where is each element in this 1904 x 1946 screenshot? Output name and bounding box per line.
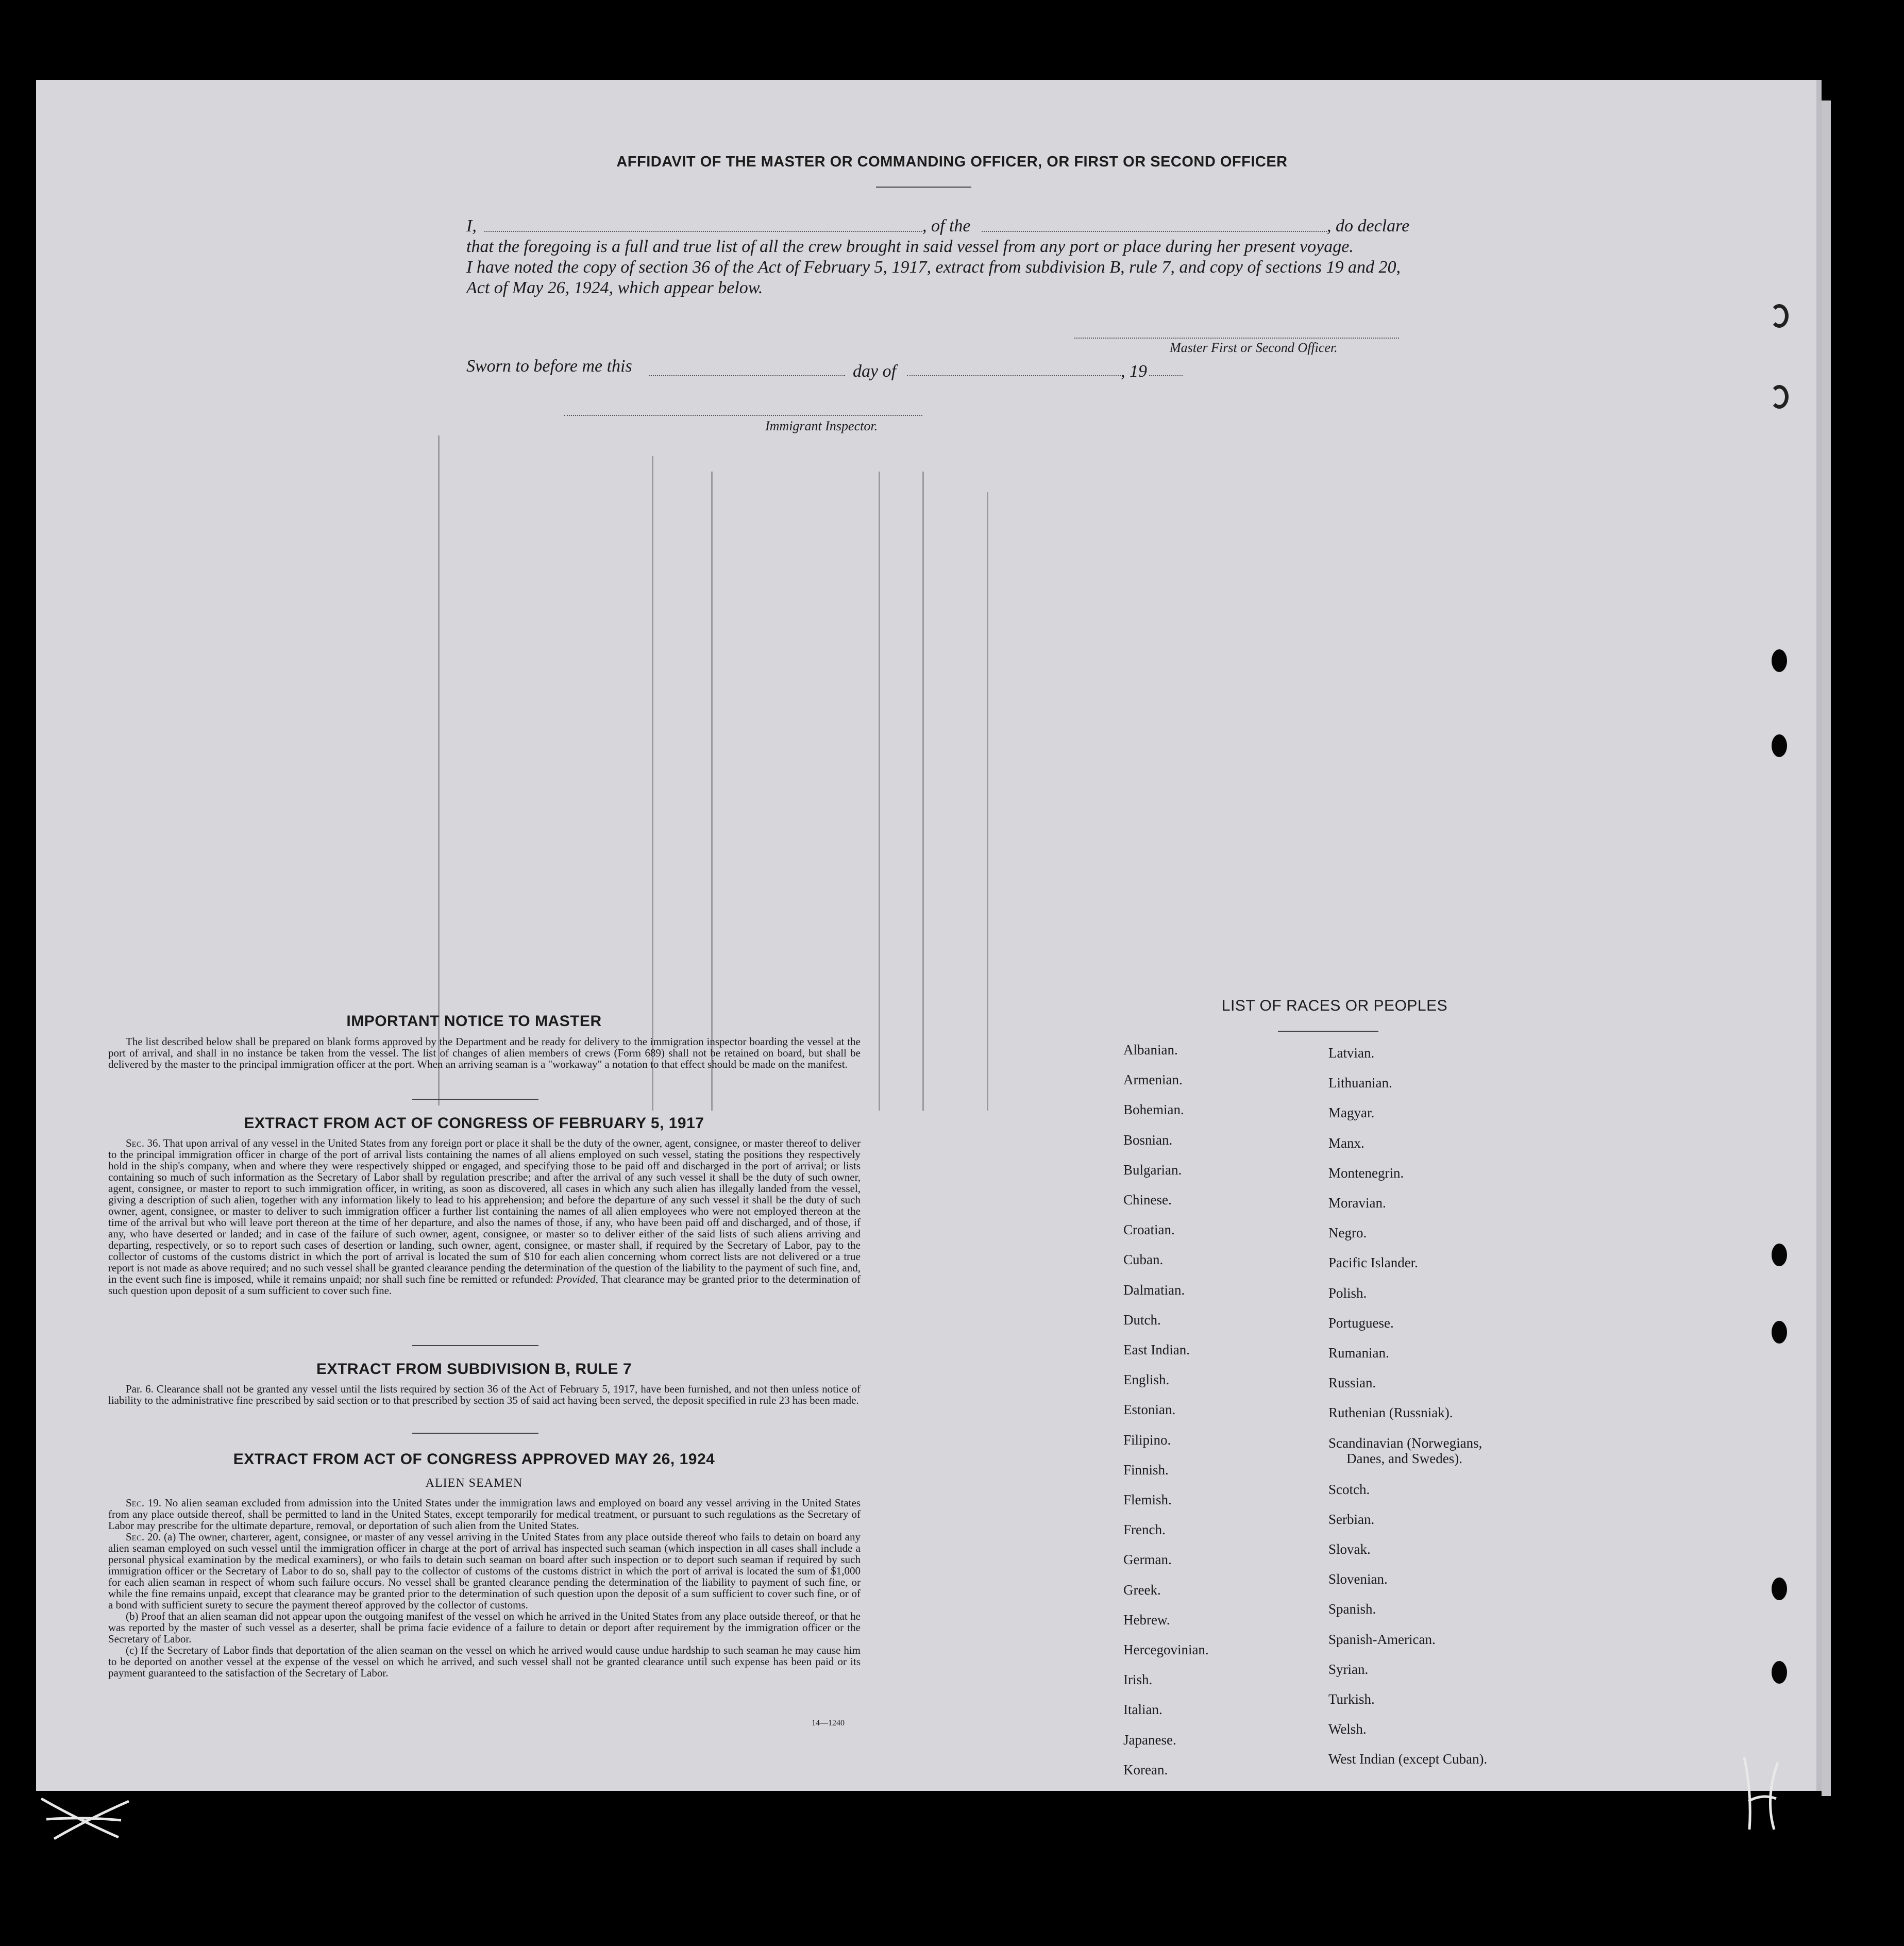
race-entry: Spanish. (1328, 1601, 1376, 1617)
race-entry: Portuguese. (1328, 1315, 1394, 1331)
race-entry: Slovak. (1328, 1541, 1371, 1557)
affidavit-line-3: I have noted the copy of section 36 of the Act of February 5, 1917, extract from subdivision B, rule 7, and copy of sections 19 and 20, (466, 258, 1401, 277)
race-entry: Turkish. (1328, 1691, 1375, 1707)
race-entry: Greek. (1123, 1582, 1161, 1598)
race-entry: Russian. (1328, 1375, 1376, 1391)
binder-hole (1772, 1244, 1787, 1266)
notice-body (108, 1036, 861, 1070)
pencil-x-mark (31, 1788, 134, 1845)
binder-hole (1772, 1578, 1787, 1600)
race-entry: Negro. (1328, 1225, 1367, 1241)
vessel-field-line[interactable] (982, 231, 1327, 232)
race-entry: Dutch. (1123, 1312, 1161, 1328)
affidavit-i: I, (466, 216, 477, 236)
sworn-month-line[interactable] (907, 375, 1121, 376)
race-entry: Finnish. (1123, 1462, 1169, 1478)
race-entry: Croatian. (1123, 1222, 1175, 1238)
race-entry: Estonian. (1123, 1402, 1176, 1418)
race-entry: Danes, and Swedes). (1346, 1450, 1462, 1466)
race-entry: French. (1123, 1522, 1166, 1538)
sec-36-text: That upon arrival of any vessel in the United States from any foreign port or place it shall be the duty of the owner, agent, consignee, or master thereof to deliver to the principal immigration officer in charge of the port of arrival lists containing the names of all aliens employed on such vessel, stating the positions they respectively hold in the ship's company, when and where they were respectively shipped or engaged, and specifying those to be paid off and discharged in the port of arrival; or lists containing so much of such information as the Secretary of Labor shall by regulation prescribe; and after the arrival of any such vessel it shall be the duty of such owner, agent, consignee, or master to report to such immigration officer, in writing, as soon as discovered, all cases in which any such alien has illegally landed from the vessel, giving a description of such alien, together with any information likely to lead to his apprehension; and before the departure of any such vessel it shall be the duty of such owner, agent, consignee, or master to deliver to such immigration officer a further list containing the names of all alien employees who were not employed thereon at the time of the arrival but who will leave port thereon at the time of her departure, and also the names of those, if any, who have been paid off and discharged, and of those, if any, who have deserted or landed; and in case of the failure of such owner, agent, consignee, or master so to deliver either of the said lists of such aliens arriving and departing, respectively, or so to report such cases of desertion or landing, such owner, agent, consignee, or master shall, if required by the Secretary of Labor, pay to the collector of customs of the customs district in which the port of arrival is located the sum of $10 for each alien concerning whom correct lists are not delivered or a true report is not made as above required; and no such vessel shall be granted clearance pending the determination of the question of the liability to the payment of such fine, and, in the event such fine is imposed, while it remains unpaid; nor shall such fine be remitted or refunded: (108, 1137, 861, 1285)
affidavit-title: AFFIDAVIT OF THE MASTER OR COMMANDING OFFICER, OR FIRST OR SECOND OFFICER (616, 154, 1288, 170)
bleed-column-line (438, 435, 440, 1105)
binder-hole (1770, 385, 1789, 409)
race-entry: East Indian. (1123, 1342, 1190, 1357)
sec-20-label: Sec. 20. (126, 1531, 161, 1543)
sec-20-b-text: (b) Proof that an alien seaman did not appear upon the outgoing manifest of the vessel on which he arrived in the United States from any place outside thereof, or that he was reported by the master of such vessel as a deserter, shall be prima facie evidence of a failure to detain or deport after requirement by the immigration officer or the Secretary of Labor. (108, 1610, 861, 1645)
race-entry: Korean. (1123, 1762, 1168, 1777)
notice-paragraph: The list described below shall be prepared on blank forms approved by the Department and be ready for delivery to the immigration inspector boarding the vessel at the port of arrival, and shall in no instance be taken from the vessel. The list of changes of alien members of crews (Form 689) shall not be retained on board, but shall be delivered by the master to the principal immigration officer at the port. When an arriving seaman is a "workaway" a notation to that effect should be made on the manifest. (108, 1035, 861, 1070)
sworn-year-line[interactable] (1149, 375, 1183, 376)
race-entry: Flemish. (1123, 1492, 1172, 1507)
race-entry: Magyar. (1328, 1105, 1375, 1121)
extract-1924-body (108, 1497, 861, 1679)
binder-hole (1772, 734, 1787, 757)
races-title: LIST OF RACES OR PEOPLES (1221, 997, 1448, 1014)
race-entry: Irish. (1123, 1672, 1153, 1688)
races-rule (1278, 1031, 1378, 1032)
race-entry: Lithuanian. (1328, 1075, 1392, 1091)
affidavit-declare: , do declare (1327, 216, 1410, 236)
race-entry: Scotch. (1328, 1481, 1370, 1497)
bleed-column-line (987, 492, 988, 1111)
notice-title: IMPORTANT NOTICE TO MASTER (346, 1013, 602, 1030)
bleed-column-line (922, 472, 924, 1111)
race-entry: Serbian. (1328, 1511, 1375, 1527)
sec-19-text: No alien seaman excluded from admission into the United States under the immigration laws and employed on board any vessel arriving in the United States from any place outside thereof, shall be permitted to land in the United States, except temporarily for medical treatment, or pursuant to such regulations as the Secretary of Labor may prescribe for the ultimate departure, removal, or deportation of such alien from the United States. (108, 1497, 861, 1532)
proviso-text: That clearance may be granted prior to the determination of such question upon deposit of a sum sufficient to cover such fine. (108, 1273, 861, 1297)
race-entry: Hebrew. (1123, 1612, 1170, 1628)
bleed-column-line (879, 472, 880, 1111)
sworn-prefix: Sworn to before me this (466, 357, 632, 376)
affidavit-of-the: , of the (922, 216, 971, 236)
affidavit-line-4: Act of May 26, 1924, which appear below. (466, 278, 763, 297)
race-entry: Ruthenian (Russniak). (1328, 1405, 1453, 1421)
alien-seamen-subtitle: ALIEN SEAMEN (425, 1477, 523, 1490)
inspector-signature-label: Immigrant Inspector. (765, 418, 878, 433)
sec-20-c-text: (c) If the Secretary of Labor finds that deportation of the alien seaman on the vessel on which he arrived would cause undue hardship to such seaman he may cause him to be deported on another vessel at the expense of the vessel on which he arrived, and such vessel shall not be granted clearance until such expense has been paid or its payment guaranteed to the satisfaction of the Secretary of Labor. (108, 1644, 861, 1679)
race-entry: Polish. (1328, 1285, 1367, 1301)
subdiv-b-body (108, 1383, 861, 1406)
binder-hole (1772, 1321, 1787, 1344)
race-entry: Italian. (1123, 1702, 1162, 1718)
race-entry: Bosnian. (1123, 1132, 1173, 1148)
race-entry: Latvian. (1328, 1045, 1375, 1061)
race-entry: Rumanian. (1328, 1345, 1389, 1361)
race-entry: Syrian. (1328, 1661, 1369, 1677)
form-number: 14—1240 (812, 1719, 845, 1727)
section-rule (412, 1345, 538, 1346)
race-entry: Cuban. (1123, 1252, 1164, 1268)
affidavit-line-2: that the foregoing is a full and true list of all the crew brought in said vessel from any port or place during her present voyage. (466, 237, 1354, 256)
title-rule (876, 187, 971, 188)
race-entry: Bohemian. (1123, 1102, 1184, 1118)
extract-1924-title: EXTRACT FROM ACT OF CONGRESS APPROVED MAY 26, 1924 (233, 1451, 715, 1468)
par-6-text: Par. 6. Clearance shall not be granted any vessel until the lists required by section 36 of the Act of February 5, 1917, have been furnished, and not then unless notice of liability to the administrative fine prescribed by said section or to that prescribed by section 35 of said act having been served, the deposit specified in rule 23 has been made. (108, 1383, 861, 1406)
inspector-signature-line[interactable] (564, 415, 922, 416)
page-edge (1822, 100, 1831, 1796)
race-entry: Welsh. (1328, 1721, 1367, 1737)
race-entry: Spanish-American. (1328, 1631, 1436, 1647)
race-entry: Slovenian. (1328, 1571, 1388, 1587)
section-rule (412, 1433, 538, 1434)
name-field-line[interactable] (484, 231, 922, 232)
race-entry: Pacific Islander. (1328, 1255, 1418, 1271)
race-entry: German. (1123, 1552, 1172, 1568)
sec-19-label: Sec. 19. (126, 1497, 161, 1509)
race-entry: Filipino. (1123, 1432, 1171, 1448)
race-entry: Dalmatian. (1123, 1282, 1185, 1298)
race-entry: Scandinavian (Norwegians, (1328, 1435, 1482, 1451)
affidavit-line-1 (466, 215, 477, 237)
proviso-label: Provided, (556, 1273, 598, 1285)
pencil-page-number (1734, 1752, 1791, 1835)
race-entry: Bulgarian. (1123, 1162, 1182, 1178)
sec-36-label: Sec. 36. (126, 1137, 161, 1149)
race-entry: Chinese. (1123, 1192, 1172, 1207)
binder-hole (1772, 649, 1787, 672)
sworn-year-label: , 19 (1121, 362, 1147, 381)
race-entry: Moravian. (1328, 1195, 1386, 1211)
race-entry: Hercegovinian. (1123, 1642, 1209, 1657)
sworn-day-label: day of (853, 362, 897, 381)
section-rule (412, 1099, 538, 1100)
extract-1917-title: EXTRACT FROM ACT OF CONGRESS OF FEBRUARY 5, 1917 (244, 1115, 704, 1132)
binder-hole (1770, 304, 1789, 328)
race-entry: Montenegrin. (1328, 1165, 1404, 1181)
race-entry: Manx. (1328, 1135, 1364, 1151)
race-entry: Japanese. (1123, 1732, 1176, 1748)
extract-1917-body (108, 1137, 861, 1296)
binder-hole (1772, 1661, 1787, 1684)
race-entry: English. (1123, 1372, 1170, 1388)
race-entry: Albanian. (1123, 1042, 1178, 1058)
subdiv-b-title: EXTRACT FROM SUBDIVISION B, RULE 7 (316, 1361, 632, 1378)
master-signature-label: Master First or Second Officer. (1170, 340, 1338, 355)
race-entry: West Indian (except Cuban). (1328, 1751, 1488, 1767)
race-entry: Armenian. (1123, 1072, 1183, 1088)
sworn-day-line[interactable] (649, 375, 845, 376)
sec-20-a-text: (a) The owner, charterer, agent, consignee, or master of any vessel arriving in the United States from any place outside thereof who fails to detain on board any alien seaman employed on such vessel until the immigration officer in charge at the port of arrival has inspected such seaman (which inspection in all cases shall include a personal physical examination by the medical examiners), or who fails to detain such seaman on board after such inspection or to deport such seaman if required by such immigration officer or the Secretary of Labor to do so, shall pay to the collector of customs of the customs district in which the port of arrival is located the sum of $1,000 for each alien seaman in respect of whom such failure occurs. No vessel shall be granted clearance pending the determination of the liability to payment of such fine, or while the fine remains unpaid, except that clearance may be granted prior to the determination of such question upon the deposit of a sum sufficient to cover such fine, or of a bond with sufficient surety to secure the payment thereof approved by the collector of customs. (108, 1531, 861, 1611)
master-signature-line[interactable] (1074, 338, 1399, 339)
